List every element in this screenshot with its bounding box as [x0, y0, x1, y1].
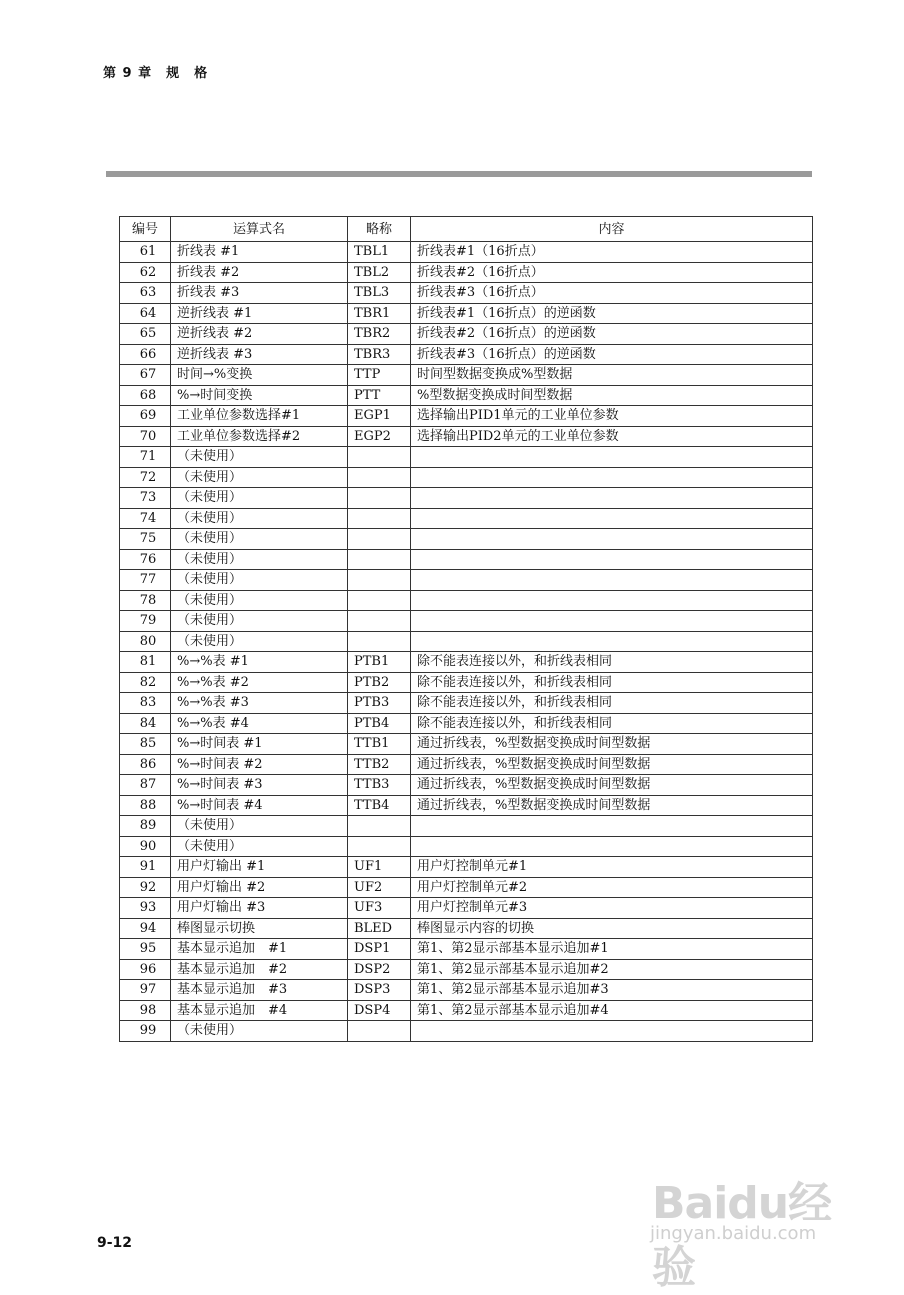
- cell-number: 92: [120, 877, 171, 898]
- cell-content: [411, 488, 813, 509]
- cell-abbr: [348, 590, 411, 611]
- table-row: [120, 488, 813, 509]
- table-row: [120, 795, 813, 816]
- cell-name: %→%表 #2: [171, 672, 348, 693]
- cell-content: 第1、第2显示部基本显示追加#1: [411, 939, 813, 960]
- table-row: [120, 959, 813, 980]
- cell-content: 折线表#2（16折点）的逆函数: [411, 324, 813, 345]
- cell-content: 用户灯控制单元#2: [411, 877, 813, 898]
- cell-abbr: [348, 631, 411, 652]
- cell-abbr: PTB2: [348, 672, 411, 693]
- cell-abbr: PTB3: [348, 693, 411, 714]
- table-row: [120, 303, 813, 324]
- cell-content: [411, 590, 813, 611]
- table-row: [120, 344, 813, 365]
- cell-content: 折线表#1（16折点）的逆函数: [411, 303, 813, 324]
- cell-number: 81: [120, 652, 171, 673]
- cell-number: 75: [120, 529, 171, 550]
- cell-number: 96: [120, 959, 171, 980]
- table-row: [120, 631, 813, 652]
- cell-name: 工业单位参数选择#1: [171, 406, 348, 427]
- table-row: [120, 672, 813, 693]
- cell-name: （未使用）: [171, 549, 348, 570]
- cell-name: %→%表 #3: [171, 693, 348, 714]
- cell-number: 76: [120, 549, 171, 570]
- col-header-content: 内容: [411, 217, 813, 242]
- cell-content: [411, 447, 813, 468]
- cell-number: 67: [120, 365, 171, 386]
- cell-number: 98: [120, 1000, 171, 1021]
- cell-number: 69: [120, 406, 171, 427]
- table-row: [120, 590, 813, 611]
- cell-number: 88: [120, 795, 171, 816]
- cell-name: 时间→%变换: [171, 365, 348, 386]
- cell-number: 91: [120, 857, 171, 878]
- cell-abbr: PTB4: [348, 713, 411, 734]
- cell-content: 除不能表连接以外，和折线表相同: [411, 713, 813, 734]
- cell-abbr: [348, 1021, 411, 1042]
- cell-name: 逆折线表 #1: [171, 303, 348, 324]
- cell-content: 选择输出PID1单元的工业单位参数: [411, 406, 813, 427]
- table-row: [120, 754, 813, 775]
- table-row: [120, 508, 813, 529]
- table-row: [120, 324, 813, 345]
- cell-number: 86: [120, 754, 171, 775]
- table-row: [120, 549, 813, 570]
- table-row: [120, 529, 813, 550]
- cell-number: 89: [120, 816, 171, 837]
- table-row: [120, 467, 813, 488]
- cell-number: 68: [120, 385, 171, 406]
- cell-content: 棒图显示内容的切换: [411, 918, 813, 939]
- cell-abbr: UF2: [348, 877, 411, 898]
- cell-name: 用户灯输出 #3: [171, 898, 348, 919]
- cell-number: 66: [120, 344, 171, 365]
- cell-name: （未使用）: [171, 590, 348, 611]
- table-row: [120, 816, 813, 837]
- cell-content: [411, 631, 813, 652]
- table-row: [120, 611, 813, 632]
- cell-abbr: UF3: [348, 898, 411, 919]
- cell-name: 棒图显示切换: [171, 918, 348, 939]
- cell-name: （未使用）: [171, 467, 348, 488]
- cell-content: 折线表#3（16折点）: [411, 283, 813, 304]
- cell-abbr: DSP4: [348, 1000, 411, 1021]
- cell-content: 第1、第2显示部基本显示追加#4: [411, 1000, 813, 1021]
- cell-name: 用户灯输出 #1: [171, 857, 348, 878]
- table-row: [120, 365, 813, 386]
- cell-content: [411, 467, 813, 488]
- cell-number: 90: [120, 836, 171, 857]
- cell-content: 第1、第2显示部基本显示追加#2: [411, 959, 813, 980]
- cell-name: 基本显示追加 #2: [171, 959, 348, 980]
- cell-number: 64: [120, 303, 171, 324]
- table-row: [120, 734, 813, 755]
- cell-number: 79: [120, 611, 171, 632]
- cell-number: 73: [120, 488, 171, 509]
- cell-content: [411, 1021, 813, 1042]
- cell-content: [411, 836, 813, 857]
- col-header-name: 运算式名: [171, 217, 348, 242]
- cell-abbr: [348, 570, 411, 591]
- table-row: [120, 898, 813, 919]
- cell-abbr: PTB1: [348, 652, 411, 673]
- cell-abbr: EGP2: [348, 426, 411, 447]
- table-row: [120, 406, 813, 427]
- table-row: [120, 939, 813, 960]
- cell-number: 87: [120, 775, 171, 796]
- cell-content: [411, 508, 813, 529]
- cell-content: 除不能表连接以外，和折线表相同: [411, 693, 813, 714]
- table-row: [120, 570, 813, 591]
- cell-abbr: BLED: [348, 918, 411, 939]
- cell-abbr: EGP1: [348, 406, 411, 427]
- cell-name: 基本显示追加 #1: [171, 939, 348, 960]
- cell-content: 除不能表连接以外，和折线表相同: [411, 652, 813, 673]
- table-row: [120, 836, 813, 857]
- cell-name: （未使用）: [171, 816, 348, 837]
- cell-number: 97: [120, 980, 171, 1001]
- cell-number: 80: [120, 631, 171, 652]
- cell-content: [411, 816, 813, 837]
- table-row: [120, 447, 813, 468]
- cell-number: 82: [120, 672, 171, 693]
- cell-abbr: TBL3: [348, 283, 411, 304]
- table-row: [120, 877, 813, 898]
- cell-name: 逆折线表 #3: [171, 344, 348, 365]
- cell-name: %→时间表 #2: [171, 754, 348, 775]
- cell-name: %→%表 #1: [171, 652, 348, 673]
- table-header-row: [120, 217, 813, 242]
- cell-name: （未使用）: [171, 570, 348, 591]
- cell-content: 除不能表连接以外，和折线表相同: [411, 672, 813, 693]
- cell-abbr: [348, 549, 411, 570]
- cell-abbr: TTB3: [348, 775, 411, 796]
- cell-number: 93: [120, 898, 171, 919]
- cell-name: 工业单位参数选择#2: [171, 426, 348, 447]
- col-header-abbr: 略称: [348, 217, 411, 242]
- cell-name: 基本显示追加 #4: [171, 1000, 348, 1021]
- cell-number: 61: [120, 242, 171, 263]
- cell-number: 65: [120, 324, 171, 345]
- cell-number: 95: [120, 939, 171, 960]
- cell-number: 84: [120, 713, 171, 734]
- cell-abbr: TTB1: [348, 734, 411, 755]
- chapter-header: 第 9 章 规 格: [103, 66, 209, 81]
- cell-abbr: DSP3: [348, 980, 411, 1001]
- table-row: [120, 775, 813, 796]
- table-body: [120, 242, 813, 1042]
- table-row: [120, 713, 813, 734]
- cell-content: 通过折线表，%型数据变换成时间型数据: [411, 734, 813, 755]
- table-row: [120, 918, 813, 939]
- cell-name: （未使用）: [171, 611, 348, 632]
- cell-content: 时间型数据变换成%型数据: [411, 365, 813, 386]
- cell-name: （未使用）: [171, 1021, 348, 1042]
- cell-abbr: UF1: [348, 857, 411, 878]
- cell-content: 用户灯控制单元#1: [411, 857, 813, 878]
- section-divider: [106, 171, 812, 177]
- table-row: [120, 385, 813, 406]
- cell-content: 通过折线表，%型数据变换成时间型数据: [411, 775, 813, 796]
- cell-number: 85: [120, 734, 171, 755]
- cell-content: [411, 529, 813, 550]
- cell-abbr: TBL1: [348, 242, 411, 263]
- cell-number: 99: [120, 1021, 171, 1042]
- spec-table: [119, 216, 813, 1042]
- cell-abbr: DSP1: [348, 939, 411, 960]
- cell-abbr: [348, 816, 411, 837]
- cell-name: %→%表 #4: [171, 713, 348, 734]
- cell-abbr: TTP: [348, 365, 411, 386]
- cell-number: 71: [120, 447, 171, 468]
- cell-abbr: DSP2: [348, 959, 411, 980]
- cell-abbr: TBL2: [348, 262, 411, 283]
- watermark: [640, 1145, 860, 1293]
- cell-content: 通过折线表，%型数据变换成时间型数据: [411, 754, 813, 775]
- col-header-number: 编号: [120, 217, 171, 242]
- cell-name: 折线表 #1: [171, 242, 348, 263]
- table-row: [120, 693, 813, 714]
- cell-name: 折线表 #3: [171, 283, 348, 304]
- cell-abbr: [348, 611, 411, 632]
- cell-abbr: TBR1: [348, 303, 411, 324]
- cell-name: %→时间表 #4: [171, 795, 348, 816]
- table-row: [120, 652, 813, 673]
- cell-content: [411, 549, 813, 570]
- cell-name: 基本显示追加 #3: [171, 980, 348, 1001]
- table-row: [120, 426, 813, 447]
- cell-abbr: TTB4: [348, 795, 411, 816]
- cell-abbr: TBR3: [348, 344, 411, 365]
- cell-number: 77: [120, 570, 171, 591]
- cell-number: 78: [120, 590, 171, 611]
- cell-abbr: [348, 488, 411, 509]
- cell-number: 63: [120, 283, 171, 304]
- cell-name: （未使用）: [171, 508, 348, 529]
- cell-content: [411, 570, 813, 591]
- cell-abbr: [348, 508, 411, 529]
- cell-name: %→时间表 #3: [171, 775, 348, 796]
- cell-content: [411, 611, 813, 632]
- cell-abbr: TTB2: [348, 754, 411, 775]
- cell-content: 第1、第2显示部基本显示追加#3: [411, 980, 813, 1001]
- cell-abbr: TBR2: [348, 324, 411, 345]
- cell-content: 折线表#1（16折点）: [411, 242, 813, 263]
- table-row: [120, 242, 813, 263]
- watermark-url: jingyan.baidu.com: [650, 1223, 817, 1244]
- cell-name: 折线表 #2: [171, 262, 348, 283]
- cell-name: （未使用）: [171, 488, 348, 509]
- watermark-logo: Baidu经验: [652, 1178, 832, 1293]
- cell-name: %→时间变换: [171, 385, 348, 406]
- cell-content: 折线表#2（16折点）: [411, 262, 813, 283]
- cell-number: 83: [120, 693, 171, 714]
- cell-content: 用户灯控制单元#3: [411, 898, 813, 919]
- cell-abbr: [348, 467, 411, 488]
- cell-name: 用户灯输出 #2: [171, 877, 348, 898]
- cell-number: 62: [120, 262, 171, 283]
- cell-content: %型数据变换成时间型数据: [411, 385, 813, 406]
- cell-abbr: [348, 447, 411, 468]
- table-row: [120, 1000, 813, 1021]
- cell-number: 94: [120, 918, 171, 939]
- table-row: [120, 980, 813, 1001]
- page-number: 9-12: [97, 1235, 133, 1251]
- cell-number: 74: [120, 508, 171, 529]
- cell-name: 逆折线表 #2: [171, 324, 348, 345]
- cell-content: 折线表#3（16折点）的逆函数: [411, 344, 813, 365]
- cell-name: （未使用）: [171, 836, 348, 857]
- cell-name: （未使用）: [171, 529, 348, 550]
- table-row: [120, 262, 813, 283]
- cell-name: %→时间表 #1: [171, 734, 348, 755]
- cell-name: （未使用）: [171, 447, 348, 468]
- cell-content: 选择输出PID2单元的工业单位参数: [411, 426, 813, 447]
- table-row: [120, 1021, 813, 1042]
- cell-name: （未使用）: [171, 631, 348, 652]
- cell-abbr: [348, 836, 411, 857]
- cell-content: 通过折线表，%型数据变换成时间型数据: [411, 795, 813, 816]
- table-row: [120, 857, 813, 878]
- cell-abbr: PTT: [348, 385, 411, 406]
- cell-abbr: [348, 529, 411, 550]
- table-row: [120, 283, 813, 304]
- cell-number: 70: [120, 426, 171, 447]
- cell-number: 72: [120, 467, 171, 488]
